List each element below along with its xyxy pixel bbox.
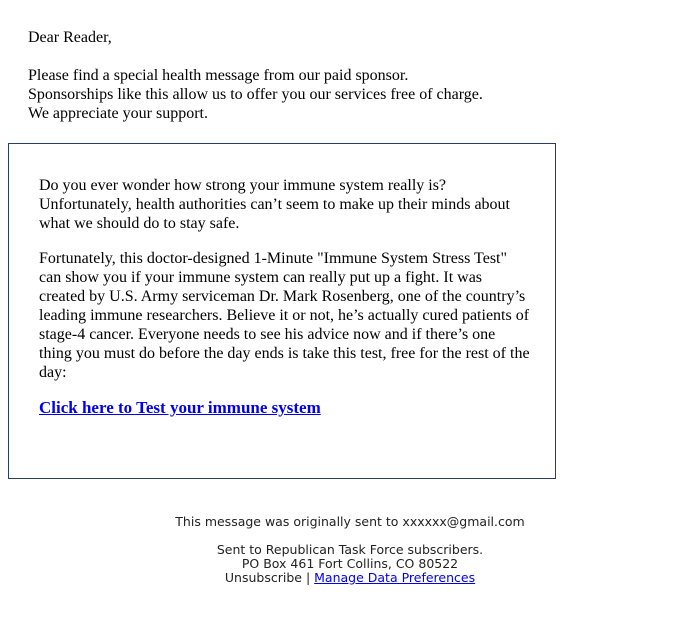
test-immune-system-link[interactable]: Click here to Test your immune system xyxy=(39,398,321,417)
sent-to-notice: This message was originally sent to xxxxxx@gmail.com xyxy=(175,514,525,529)
link-separator: | xyxy=(305,570,311,585)
footer-links xyxy=(150,571,550,585)
intro-line-3: We appreciate your support. xyxy=(28,105,208,122)
manage-data-preferences-link[interactable]: Manage Data Preferences xyxy=(314,570,476,585)
intro-message xyxy=(28,28,648,123)
intro-line-2: Sponsorships like this allow us to offer you our services free of charge. xyxy=(28,86,483,103)
ad-paragraph-2: Fortunately, this doctor-designed 1-Minute "Immune System Stress Test" can show you if your immune system can really put up a fight. It was created by U.S. Army serviceman Dr. Mark Rosenberg, one of the country’s leading immune researchers. Believe it or not, he’s actually cured patients of stage-4 cancer. Everyone needs to see his advice now and if there’s one thing you must do before the day ends is take this test, free for the rest of the day: xyxy=(39,250,530,381)
ad-content xyxy=(39,176,531,418)
postal-address: PO Box 461 Fort Collins, CO 80522 xyxy=(241,556,459,571)
unsubscribe-link[interactable]: Unsubscribe xyxy=(224,570,302,585)
greeting: Dear Reader, xyxy=(28,29,112,46)
intro-line-1: Please find a special health message from our paid sponsor. xyxy=(28,67,409,84)
ad-paragraph-1: Do you ever wonder how strong your immune system really is? Unfortunately, health authorities can’t seem to make up their minds about what we should do to stay safe. xyxy=(39,177,510,232)
email-footer xyxy=(150,515,550,585)
subscriber-notice: Sent to Republican Task Force subscribers. xyxy=(216,542,484,557)
sponsored-ad-box xyxy=(8,143,556,479)
